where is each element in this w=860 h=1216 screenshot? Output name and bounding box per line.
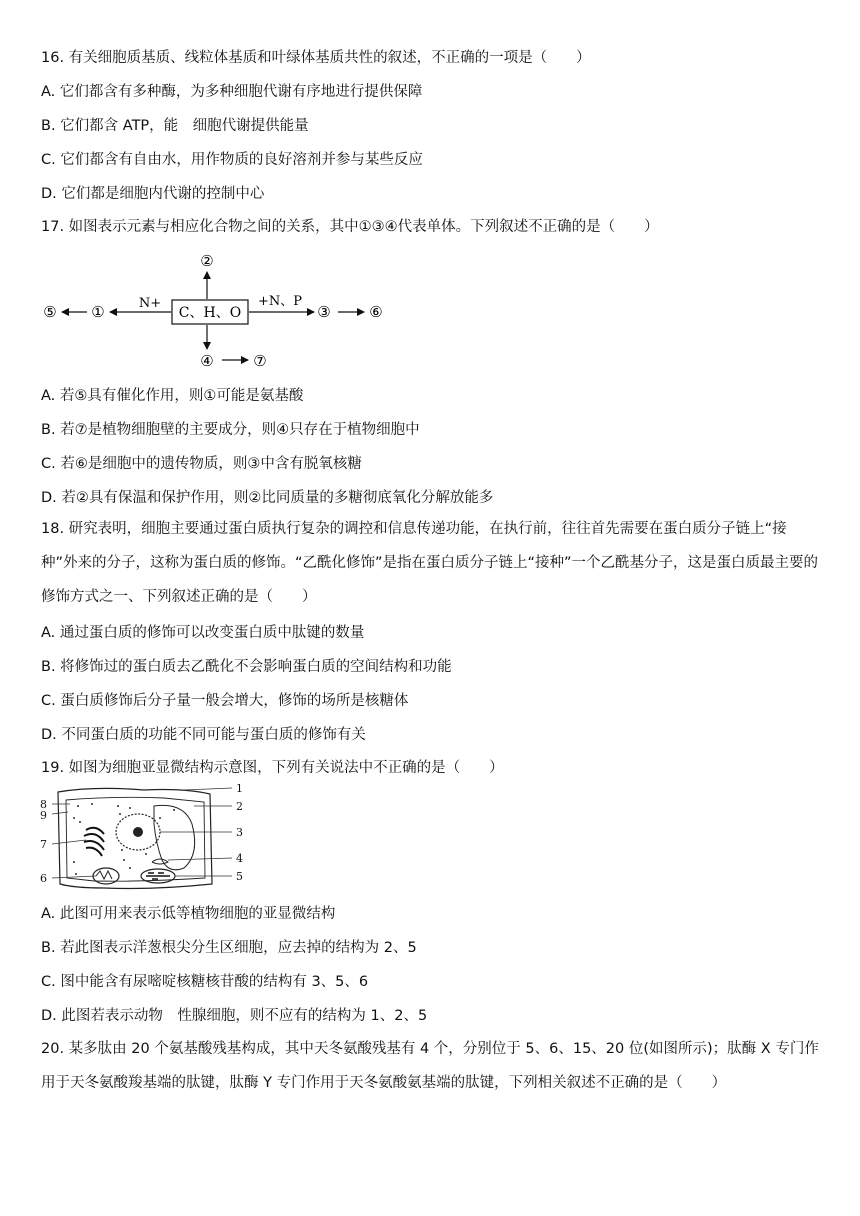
cell-label-7: 7 — [40, 838, 47, 851]
node-6: ⑥ — [369, 303, 383, 321]
q19-option-a: A. 此图可用来表示低等植物细胞的亚显微结构 — [41, 906, 336, 922]
q20-stem: 20. 某多肽由 20 个氨基酸残基构成，其中天冬氨酸残基有 4 个，分别位于 5、6、15、20 位(如图所示)；肽酶 X 专门作用于天冬氨酸羧基端的肽键，肽酶 Y 专门作用于天冬氨酸氨基端的肽键，下列相关叙述不正确的是（ ） — [41, 1041, 819, 1091]
q16-stem: 16. 有关细胞质基质、线粒体基质和叶绿体基质共性的叙述，不正确的一项是（ ） — [41, 50, 591, 66]
node-5: ⑤ — [43, 303, 57, 321]
node-2: ② — [200, 252, 214, 270]
q16-option-c: C. 它们都含有自由水，用作物质的良好溶剂并参与某些反应 — [41, 152, 423, 168]
q17-stem: 17. 如图表示元素与相应化合物之间的关系，其中①③④代表单体。下列叙述不正确的是（ ） — [41, 219, 659, 235]
q19-cell-diagram — [34, 784, 254, 894]
q19-option-b: B. 若此图表示洋葱根尖分生区细胞，应去掉的结构为 2、5 — [41, 940, 417, 956]
q18-stem: 18. 研究表明，细胞主要通过蛋白质执行复杂的调控和信息传递功能，在执行前，往往首先需要在蛋白质分子链上“接种”外来的分子，这称为蛋白质的修饰。“乙酰化修饰”是指在蛋白质分子链上“接种”一个乙酰基分子，这是蛋白质最主要的修饰方式之一、下列叙述正确的是（ ） — [41, 521, 819, 605]
cell-label-2: 2 — [236, 800, 243, 813]
q17-option-c: C. 若⑥是细胞中的遗传物质，则③中含有脱氧核糖 — [41, 456, 362, 472]
q18-option-c: C. 蛋白质修饰后分子量一般会增大，修饰的场所是核糖体 — [41, 693, 409, 709]
cell-label-4: 4 — [236, 852, 243, 865]
q17-element-diagram — [30, 246, 410, 376]
q19-stem: 19. 如图为细胞亚显微结构示意图，下列有关说法中不正确的是（ ） — [41, 760, 504, 776]
node-7: ⑦ — [253, 352, 267, 370]
q18-option-b: B. 将修饰过的蛋白质去乙酰化不会影响蛋白质的空间结构和功能 — [41, 659, 452, 675]
q16-option-b: B. 它们都含 ATP，能 细胞代谢提供能量 — [41, 118, 309, 134]
cell-label-6: 6 — [40, 872, 47, 885]
cell-label-3: 3 — [236, 826, 243, 839]
q19-option-d: D. 此图若表示动物 性腺细胞，则不应有的结构为 1、2、5 — [41, 1008, 428, 1024]
q19-option-c: C. 图中能含有尿嘧啶核糖核苷酸的结构有 3、5、6 — [41, 974, 369, 990]
left-label: N+ — [138, 296, 162, 311]
node-3: ③ — [317, 303, 331, 321]
right-label: +N、P — [257, 294, 303, 309]
q17-option-a: A. 若⑤具有催化作用，则①可能是氨基酸 — [41, 388, 304, 404]
cell-label-9: 9 — [40, 809, 47, 822]
q17-option-d: D. 若②具有保温和保护作用，则②比同质量的多糖彻底氧化分解放能多 — [41, 490, 494, 506]
cell-label-5: 5 — [236, 870, 243, 883]
q16-option-d: D. 它们都是细胞内代谢的控制中心 — [41, 186, 265, 202]
node-1: ① — [91, 303, 105, 321]
q16-option-a: A. 它们都含有多种酶，为多种细胞代谢有序地进行提供保障 — [41, 84, 423, 100]
q17-option-b: B. 若⑦是植物细胞壁的主要成分，则④只存在于植物细胞中 — [41, 422, 420, 438]
q18-option-a: A. 通过蛋白质的修饰可以改变蛋白质中肽键的数量 — [41, 625, 365, 641]
center-elements: C、H、O — [178, 305, 242, 321]
cell-label-8: 8 — [40, 798, 47, 811]
cell-label-1: 1 — [236, 784, 243, 795]
node-4: ④ — [200, 352, 214, 370]
q18-option-d: D. 不同蛋白质的功能不同可能与蛋白质的修饰有关 — [41, 727, 366, 743]
